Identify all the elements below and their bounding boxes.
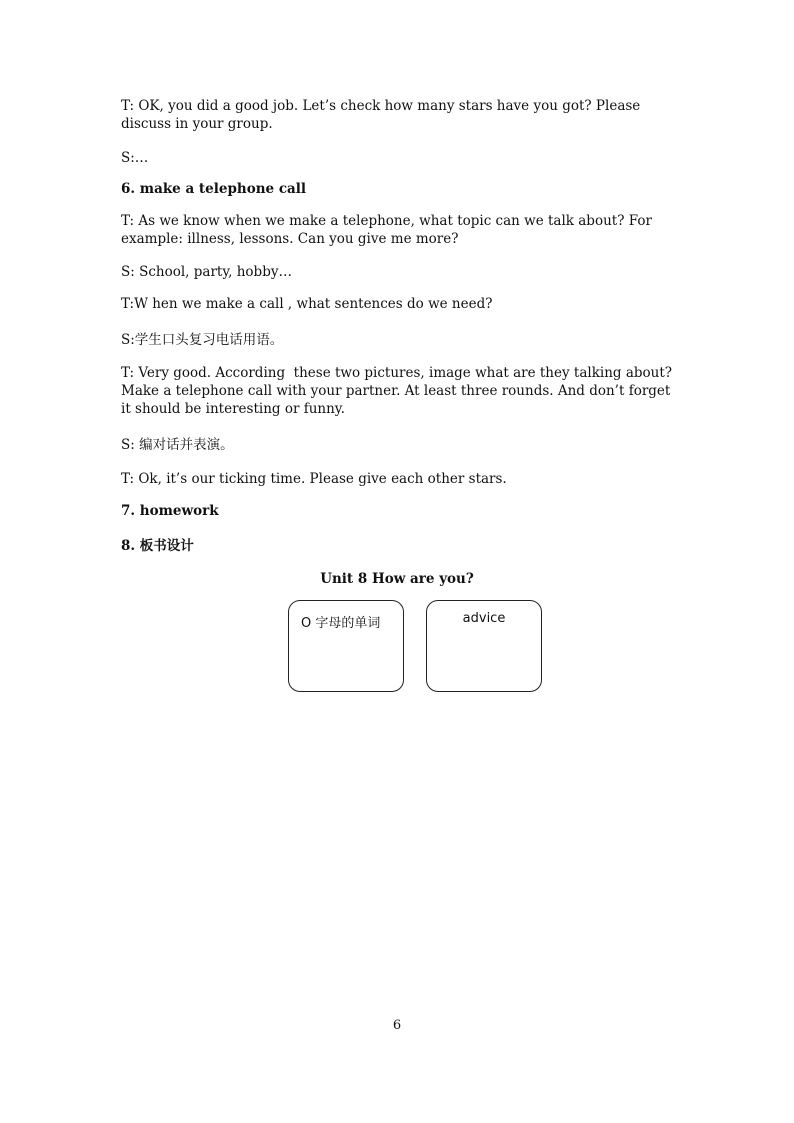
section-heading-telephone-call: 6. make a telephone call <box>121 181 307 197</box>
teacher-line-ticking-time: T: Ok, it’s our ticking time. Please give each other stars. <box>121 471 507 487</box>
teacher-line-sentences: T:W hen we make a call , what sentences do we need? <box>121 296 493 312</box>
teacher-line-pictures: T: Very good. According these two pictures, image what are they talking about? Make a telephone call with your partner. At least three rounds. And don’t forget it should be interesting or funny. <box>121 365 673 417</box>
student-line-dialogue: S: 编对话并表演。 <box>121 437 234 453</box>
board-box-left-label: O 字母的单词 <box>301 616 381 631</box>
student-line-ellipsis: S:… <box>121 150 149 166</box>
board-box-right-label: advice <box>462 611 506 626</box>
student-line-review: S:学生口头复习电话用语。 <box>121 332 284 348</box>
page-number: 6 <box>392 1018 402 1033</box>
teacher-line-stars: T: OK, you did a good job. Let’s check how many stars have you got? Please discuss in your group. <box>121 98 641 132</box>
student-line-topics: S: School, party, hobby… <box>121 264 292 280</box>
section-heading-homework: 7. homework <box>121 503 219 519</box>
teacher-line-topics: T: As we know when we make a telephone, what topic can we talk about? For example: illness, lessons. Can you give me more? <box>121 213 652 247</box>
board-box-advice <box>426 600 542 692</box>
section-heading-board-design: 8. 板书设计 <box>121 538 194 554</box>
board-title: Unit 8 How are you? <box>320 571 474 587</box>
board-box-letter-o-words <box>288 600 404 692</box>
